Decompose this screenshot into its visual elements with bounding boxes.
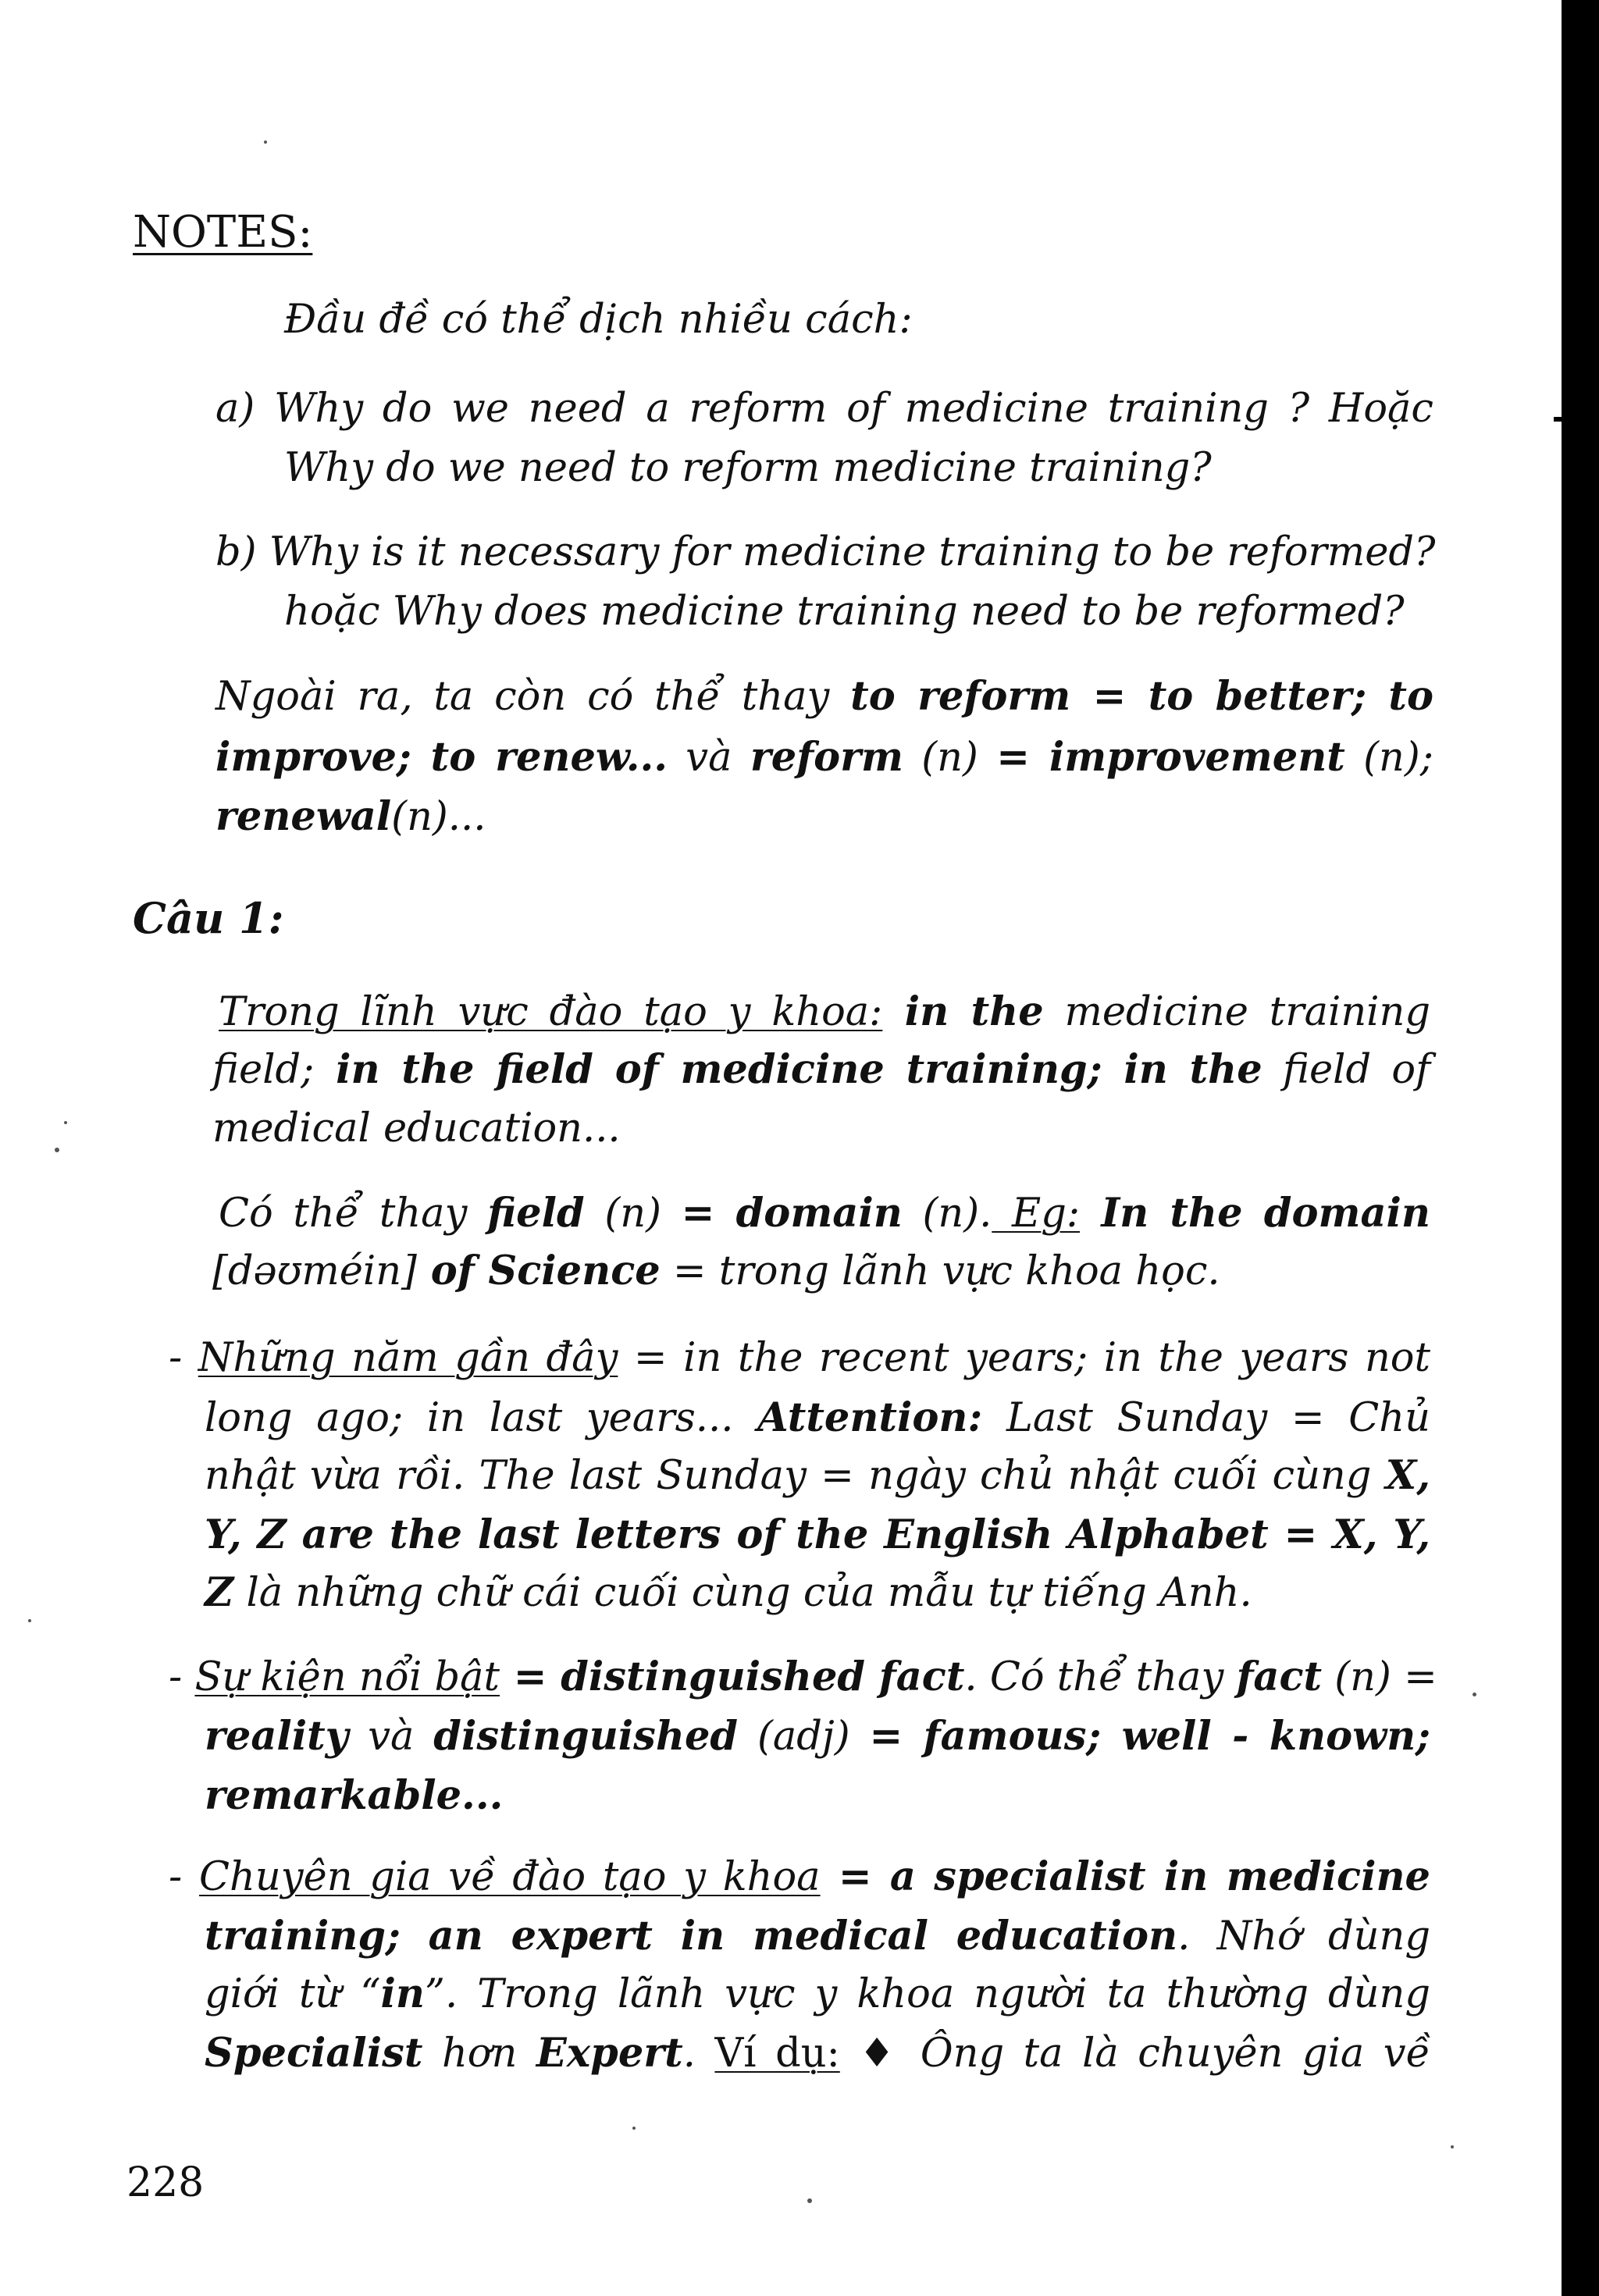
recent-years-line-2	[205, 1394, 1430, 1442]
specialist-text: ♦ Ông ta là chuyên gia về	[839, 2031, 1430, 2077]
field-term: in the field of medicine training; in the	[314, 1046, 1262, 1093]
domain-term: of Science	[416, 1248, 661, 1294]
bullet-dash: -	[169, 1654, 195, 1700]
bullet-dash: -	[169, 1335, 198, 1381]
alternative-text: (n)	[903, 735, 997, 781]
alternative-text: (n);	[1344, 735, 1433, 781]
recent-years-line-3	[205, 1452, 1430, 1500]
scan-speck	[264, 141, 267, 144]
recent-years-text: Last Sunday = Chủ	[982, 1395, 1430, 1441]
recent-years-text: là những chữ cái cuối cùng của mẫu tự tiếng Anh.	[233, 1570, 1252, 1616]
field-line-3: medical education...	[212, 1105, 621, 1152]
fact-line-2	[205, 1713, 1430, 1760]
domain-text: = trong lãnh vực khoa học.	[660, 1248, 1220, 1294]
cau-1-heading: Câu 1:	[133, 893, 284, 943]
specialist-line-4	[205, 2030, 1430, 2077]
specialist-text: hơn	[422, 2031, 536, 2077]
fact-text: (adj)	[738, 1714, 870, 1760]
recent-years-line-1	[169, 1335, 1430, 1382]
domain-text: (n)	[584, 1191, 682, 1237]
alternative-text: Ngoài ra, ta còn có thể thay	[215, 674, 851, 720]
fact-term: = distinguished fact	[500, 1653, 965, 1700]
field-line-1	[219, 988, 1430, 1036]
fact-term: distinguished	[433, 1713, 739, 1760]
field-line-2	[212, 1046, 1430, 1094]
alternative-line-1	[215, 673, 1433, 721]
fact-line-1	[169, 1653, 1437, 1701]
alternative-line-2	[215, 734, 1433, 781]
scan-border	[1562, 0, 1599, 2296]
domain-line-2	[212, 1248, 1220, 1295]
fact-text: và	[348, 1714, 434, 1760]
recent-years-line-4: Y, Z are the last letters of the English Alphabet = X, Y,	[205, 1511, 1430, 1558]
example-label: Eg:	[992, 1191, 1081, 1237]
fact-text: (n) =	[1322, 1654, 1437, 1700]
recent-years-text: long ago; in last years...	[205, 1395, 758, 1441]
scan-speck	[55, 1148, 59, 1152]
scan-speck	[632, 2127, 636, 2130]
option-b-line-1: b) Why is it necessary for medicine training to be reformed?	[215, 529, 1436, 575]
specialist-line-2	[205, 1913, 1430, 1960]
bullet-dash: -	[169, 1854, 199, 1900]
domain-term: = domain	[681, 1190, 903, 1237]
fact-term: reality	[205, 1713, 349, 1760]
scan-speck	[807, 2198, 812, 2203]
field-vietnamese: Trong lĩnh vực đào tạo y khoa:	[219, 989, 883, 1035]
domain-line-1	[219, 1190, 1430, 1237]
page-number: 228	[126, 2159, 205, 2206]
recent-years-term: Z	[205, 1569, 234, 1616]
domain-text: (n).	[902, 1191, 992, 1237]
fact-text: . Có thể thay	[964, 1654, 1237, 1700]
recent-years-text: nhật vừa rồi. The last Sunday = ngày chủ nhật cuối cùng	[205, 1453, 1386, 1499]
specialist-line-3	[205, 1970, 1430, 2018]
option-a-line-1: a) Why do we need a reform of medicine training ? Hoặc	[215, 386, 1433, 432]
specialist-text: giới từ “	[205, 1971, 381, 2017]
fact-term: = famous; well - known;	[869, 1713, 1431, 1760]
field-text: medicine training	[1043, 989, 1430, 1035]
alternative-text: (n)...	[391, 794, 486, 840]
alternative-line-3	[215, 793, 486, 841]
specialist-term: Specialist	[205, 2030, 423, 2077]
scan-speck	[1473, 1693, 1476, 1696]
notes-heading: NOTES:	[133, 207, 313, 258]
option-a-line-2: Why do we need to reform medicine training?	[284, 445, 1212, 491]
specialist-text: ”. Trong lãnh vực y khoa người ta thường dùng	[424, 1971, 1430, 2017]
alternative-term: reform	[750, 734, 903, 781]
scan-speck	[1451, 2145, 1454, 2148]
specialist-term: Expert	[536, 2030, 683, 2077]
recent-years-term: X,	[1385, 1452, 1430, 1499]
alternative-term: = improvement	[996, 734, 1345, 781]
option-b-line-2: hoặc Why does medicine training need to be reformed?	[284, 589, 1405, 635]
domain-text: Có thể thay	[219, 1191, 488, 1237]
alternative-term: improve; to renew...	[215, 734, 668, 781]
field-text: field of	[1262, 1047, 1430, 1093]
specialist-term: in	[380, 1970, 425, 2017]
recent-years-line-5	[205, 1569, 1252, 1617]
fact-line-3: remarkable...	[205, 1772, 504, 1819]
attention-label: Attention:	[757, 1394, 983, 1441]
alternative-text: và	[667, 735, 750, 781]
fact-vietnamese: Sự kiện nổi bật	[194, 1654, 500, 1700]
notes-intro: Đầu đề có thể dịch nhiều cách:	[284, 297, 913, 343]
alternative-term: renewal	[215, 793, 392, 840]
recent-years-vietnamese: Những năm gần đây	[198, 1335, 618, 1381]
field-term: in the	[882, 988, 1044, 1035]
specialist-vietnamese: Chuyên gia về đào tạo y khoa	[198, 1854, 821, 1900]
specialist-text: .	[682, 2031, 715, 2077]
field-text: field;	[212, 1047, 315, 1093]
specialist-line-1	[169, 1853, 1430, 1901]
domain-term: In the domain	[1080, 1190, 1430, 1237]
scan-speck	[28, 1619, 31, 1622]
specialist-term: = a specialist in medicine	[820, 1853, 1430, 1900]
example-label: Ví dụ:	[714, 2031, 840, 2077]
recent-years-text: = in the recent years; in the years not	[618, 1335, 1430, 1381]
domain-term: field	[487, 1190, 585, 1237]
fact-term: fact	[1236, 1653, 1323, 1700]
phonetic: [dəʊméin]	[212, 1248, 417, 1294]
specialist-term: training; an expert in medical education	[205, 1913, 1178, 1960]
alternative-term: to reform = to better; to	[850, 673, 1433, 720]
scan-speck	[64, 1121, 67, 1124]
scan-mark	[1554, 417, 1563, 422]
specialist-text: . Nhớ dùng	[1177, 1913, 1431, 1960]
